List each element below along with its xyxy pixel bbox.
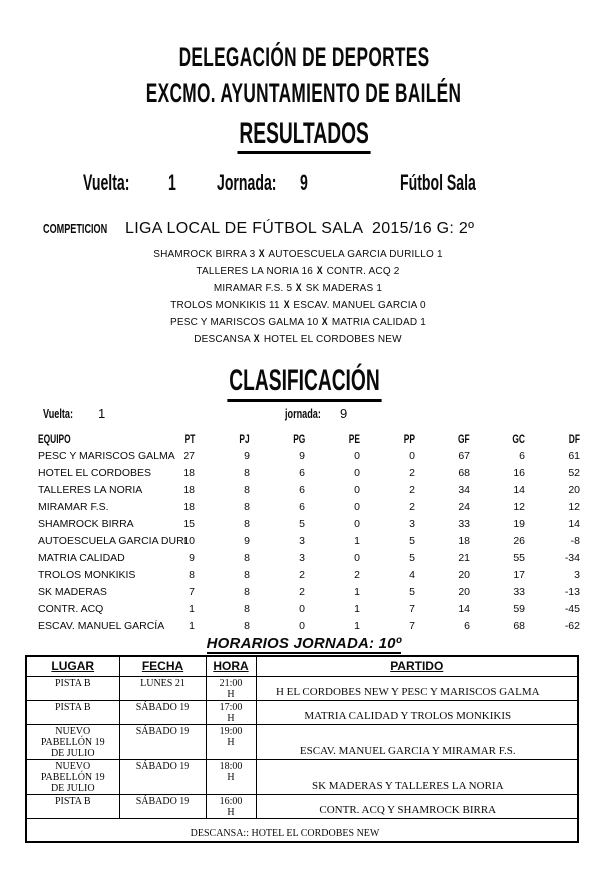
col-hora: HORA [206, 656, 256, 676]
schedule-row [26, 700, 578, 724]
fecha-cell: SÁBADO 19 [119, 759, 206, 794]
stat-cell: 2 [299, 585, 305, 598]
partido-cell: MATRIA CALIDAD Y TROLOS MONKIKIS [256, 700, 578, 724]
results-list [0, 246, 596, 348]
stat-cell: 12 [568, 500, 580, 513]
hora-cell: 19:00 H [206, 724, 256, 759]
stat-cell: 4 [409, 568, 415, 581]
stat-cell: 8 [244, 500, 250, 513]
stat-cell: 0 [299, 619, 305, 632]
result-separator: X [322, 316, 329, 328]
competition-name: LIGA LOCAL DE FÚTBOL SALA 2015/16 G: 2º [125, 220, 475, 237]
vuelta-value: 1 [168, 170, 176, 195]
descansa-note: DESCANSA:: HOTEL EL CORDOBES NEW [26, 818, 578, 842]
stat-cell: 7 [409, 619, 415, 632]
doc-title-line2: EXCMO. AYUNTAMIENTO DE BAILÉN [146, 78, 462, 108]
result-separator: X [254, 333, 261, 345]
team-name-cell: ESCAV. MANUEL GARCÍA [38, 619, 165, 632]
result-home: SHAMROCK BIRRA 3 [153, 249, 256, 260]
stat-cell: 67 [458, 449, 470, 462]
stat-cell: 55 [513, 551, 525, 564]
result-away: ESCAV. MANUEL GARCIA 0 [293, 300, 426, 311]
standings-row [38, 617, 580, 634]
stat-cell: 5 [299, 517, 305, 530]
stat-cell: 2 [354, 568, 360, 581]
lugar-cell: NUEVO PABELLÓN 19 DE JULIO [26, 724, 119, 759]
jornada-label: Jornada: [217, 170, 277, 195]
stat-cell: 8 [244, 619, 250, 632]
stat-cell: 52 [568, 466, 580, 479]
schedule-row [26, 794, 578, 818]
stat-cell: 20 [458, 585, 470, 598]
result-line [0, 297, 596, 314]
stat-cell: 0 [354, 449, 360, 462]
standings-row [38, 583, 580, 600]
result-separator: X [316, 265, 323, 277]
stat-cell: 5 [409, 585, 415, 598]
standings-row [38, 481, 580, 498]
col-lugar: LUGAR [26, 656, 119, 676]
result-away: HOTEL EL CORDOBES NEW [263, 334, 402, 345]
stat-cell: 10 [183, 534, 195, 547]
competition-label: COMPETICION [43, 221, 108, 236]
result-line [0, 246, 596, 263]
schedule-row [26, 759, 578, 794]
col-pt: PT [184, 431, 195, 446]
stat-cell: 24 [458, 500, 470, 513]
result-away: MATRIA CALIDAD 1 [331, 317, 427, 328]
result-home: TALLERES LA NORIA 16 [196, 266, 314, 277]
fecha-cell: SÁBADO 19 [119, 794, 206, 818]
fecha-cell: SÁBADO 19 [119, 724, 206, 759]
stat-cell: 26 [513, 534, 525, 547]
stat-cell: 33 [513, 585, 525, 598]
stat-cell: 20 [458, 568, 470, 581]
stat-cell: 6 [519, 449, 525, 462]
stat-cell: 1 [354, 619, 360, 632]
partido-cell: ESCAV. MANUEL GARCIA Y MIRAMAR F.S. [256, 724, 578, 759]
result-home: PESC Y MARISCOS GALMA 10 [169, 317, 319, 328]
stat-cell: 61 [568, 449, 580, 462]
col-pp: PP [403, 431, 415, 446]
vuelta-label: Vuelta: [43, 406, 74, 421]
team-name-cell: PESC Y MARISCOS GALMA [38, 449, 175, 462]
stat-cell: 18 [183, 500, 195, 513]
standings-round-line [0, 406, 608, 423]
stat-cell: 9 [189, 551, 195, 564]
col-df: DF [568, 431, 580, 446]
fecha-cell: SÁBADO 19 [119, 700, 206, 724]
stat-cell: 2 [409, 466, 415, 479]
standings-row [38, 515, 580, 532]
stat-cell: 8 [244, 483, 250, 496]
team-name-cell: MATRIA CALIDAD [38, 551, 125, 564]
stat-cell: 6 [299, 500, 305, 513]
stat-cell: 18 [458, 534, 470, 547]
hora-cell: 17:00 H [206, 700, 256, 724]
jornada-label: jornada: [285, 406, 321, 421]
stat-cell: 34 [458, 483, 470, 496]
stat-cell: 17 [513, 568, 525, 581]
stat-cell: 1 [354, 585, 360, 598]
stat-cell: 6 [464, 619, 470, 632]
lugar-cell: PISTA B [26, 676, 119, 700]
stat-cell: 2 [409, 500, 415, 513]
stat-cell: 15 [183, 517, 195, 530]
stat-cell: 9 [244, 449, 250, 462]
team-name-cell: CONTR. ACQ [38, 602, 104, 615]
stat-cell: 3 [574, 568, 580, 581]
standings-row [38, 498, 580, 515]
standings-heading: CLASIFICACIÓN [0, 364, 608, 402]
partido-cell: H EL CORDOBES NEW Y PESC Y MARISCOS GALMA [256, 676, 578, 700]
result-away: SK MADERAS 1 [305, 283, 383, 294]
stat-cell: 0 [299, 602, 305, 615]
stat-cell: 8 [244, 551, 250, 564]
team-name-cell: TALLERES LA NORIA [38, 483, 143, 496]
stat-cell: 1 [189, 619, 195, 632]
stat-cell: 0 [354, 466, 360, 479]
col-pj: PJ [239, 431, 250, 446]
team-name-cell: HOTEL EL CORDOBES [38, 466, 151, 479]
stat-cell: 6 [299, 466, 305, 479]
doc-title-line1: DELEGACIÓN DE DEPORTES [178, 42, 430, 72]
stat-cell: 19 [513, 517, 525, 530]
result-separator: X [296, 282, 303, 294]
stat-cell: 0 [354, 551, 360, 564]
col-partido: PARTIDO [256, 656, 578, 676]
vuelta-label: Vuelta: [83, 170, 130, 195]
result-line [0, 314, 596, 331]
hora-cell: 16:00 H [206, 794, 256, 818]
stat-cell: 7 [409, 602, 415, 615]
stat-cell: 16 [513, 466, 525, 479]
jornada-value: 9 [300, 170, 308, 195]
result-line [0, 280, 596, 297]
stat-cell: 14 [568, 517, 580, 530]
stat-cell: 8 [244, 568, 250, 581]
result-away: CONTR. ACQ 2 [326, 266, 400, 277]
stat-cell: 2 [299, 568, 305, 581]
stat-cell: 18 [183, 483, 195, 496]
schedule-row [26, 676, 578, 700]
result-home: TROLOS MONKIKIS 11 [170, 300, 280, 311]
stat-cell: 0 [409, 449, 415, 462]
stat-cell: 14 [458, 602, 470, 615]
stat-cell: 1 [189, 602, 195, 615]
round-info-line [0, 170, 608, 198]
lugar-cell: PISTA B [26, 700, 119, 724]
team-name-cell: TROLOS MONKIKIS [38, 568, 136, 581]
stat-cell: -45 [564, 602, 580, 615]
partido-cell: SK MADERAS Y TALLERES LA NORIA [256, 759, 578, 794]
results-heading: RESULTADOS [0, 118, 608, 154]
stat-cell: 14 [513, 483, 525, 496]
stat-cell: 8 [244, 466, 250, 479]
schedule-row [26, 724, 578, 759]
standings-row [38, 549, 580, 566]
stat-cell: 1 [354, 602, 360, 615]
stat-cell: 20 [568, 483, 580, 496]
sport-label: Fútbol Sala [400, 170, 476, 195]
stat-cell: 27 [183, 449, 195, 462]
standings-row [38, 566, 580, 583]
result-away: AUTOESCUELA GARCIA DURILLO 1 [268, 249, 443, 260]
stat-cell: 18 [183, 466, 195, 479]
stat-cell: 0 [354, 483, 360, 496]
result-home: MIRAMAR F.S. 5 [213, 283, 293, 294]
stat-cell: 2 [409, 483, 415, 496]
standings-row [38, 600, 580, 617]
lugar-cell: NUEVO PABELLÓN 19 DE JULIO [26, 759, 119, 794]
hora-cell: 18:00 H [206, 759, 256, 794]
col-equipo: EQUIPO [38, 431, 71, 446]
stat-cell: -13 [564, 585, 580, 598]
team-name-cell: AUTOESCUELA GARCIA DURI [38, 534, 187, 547]
stat-cell: 5 [409, 534, 415, 547]
standings-header-row [38, 430, 580, 447]
stat-cell: 68 [513, 619, 525, 632]
stat-cell: 21 [458, 551, 470, 564]
stat-cell: 3 [299, 551, 305, 564]
stat-cell: -34 [564, 551, 580, 564]
schedule-header-row [26, 656, 578, 676]
stat-cell: 9 [244, 534, 250, 547]
stat-cell: 12 [513, 500, 525, 513]
stat-cell: 8 [244, 585, 250, 598]
stat-cell: 9 [299, 449, 305, 462]
result-home: DESCANSA [194, 334, 251, 345]
team-name-cell: MIRAMAR F.S. [38, 500, 109, 513]
partido-cell: CONTR. ACQ Y SHAMROCK BIRRA [256, 794, 578, 818]
stat-cell: -8 [570, 534, 580, 547]
stat-cell: 68 [458, 466, 470, 479]
stat-cell: -62 [564, 619, 580, 632]
stat-cell: 59 [513, 602, 525, 615]
schedule-footer-row [26, 818, 578, 842]
result-line-descansa [0, 331, 596, 348]
stat-cell: 3 [299, 534, 305, 547]
document-page [0, 42, 608, 872]
stat-cell: 7 [189, 585, 195, 598]
stat-cell: 1 [354, 534, 360, 547]
col-fecha: FECHA [119, 656, 206, 676]
stat-cell: 0 [354, 517, 360, 530]
team-name-cell: SHAMROCK BIRRA [38, 517, 134, 530]
vuelta-value: 1 [98, 406, 106, 421]
col-gf: GF [458, 431, 470, 446]
result-separator: X [283, 299, 290, 311]
col-gc: GC [512, 431, 525, 446]
jornada-value: 9 [340, 406, 348, 421]
fecha-cell: LUNES 21 [119, 676, 206, 700]
team-name-cell: SK MADERAS [38, 585, 107, 598]
stat-cell: 0 [354, 500, 360, 513]
stat-cell: 5 [409, 551, 415, 564]
stat-cell: 3 [409, 517, 415, 530]
result-separator: X [259, 248, 266, 260]
lugar-cell: PISTA B [26, 794, 119, 818]
col-pg: PG [292, 431, 305, 446]
stat-cell: 8 [244, 517, 250, 530]
stat-cell: 33 [458, 517, 470, 530]
standings-row [38, 447, 580, 464]
stat-cell: 8 [189, 568, 195, 581]
col-pe: PE [348, 431, 360, 446]
hora-cell: 21:00 H [206, 676, 256, 700]
standings-row [38, 532, 580, 549]
schedule-heading: HORARIOS JORNADA: 10º [206, 635, 402, 652]
stat-cell: 6 [299, 483, 305, 496]
schedule-table [25, 655, 579, 843]
standings-row [38, 464, 580, 481]
stat-cell: 8 [244, 602, 250, 615]
standings-table [38, 430, 580, 634]
result-line [0, 263, 596, 280]
competition-row [43, 220, 608, 238]
